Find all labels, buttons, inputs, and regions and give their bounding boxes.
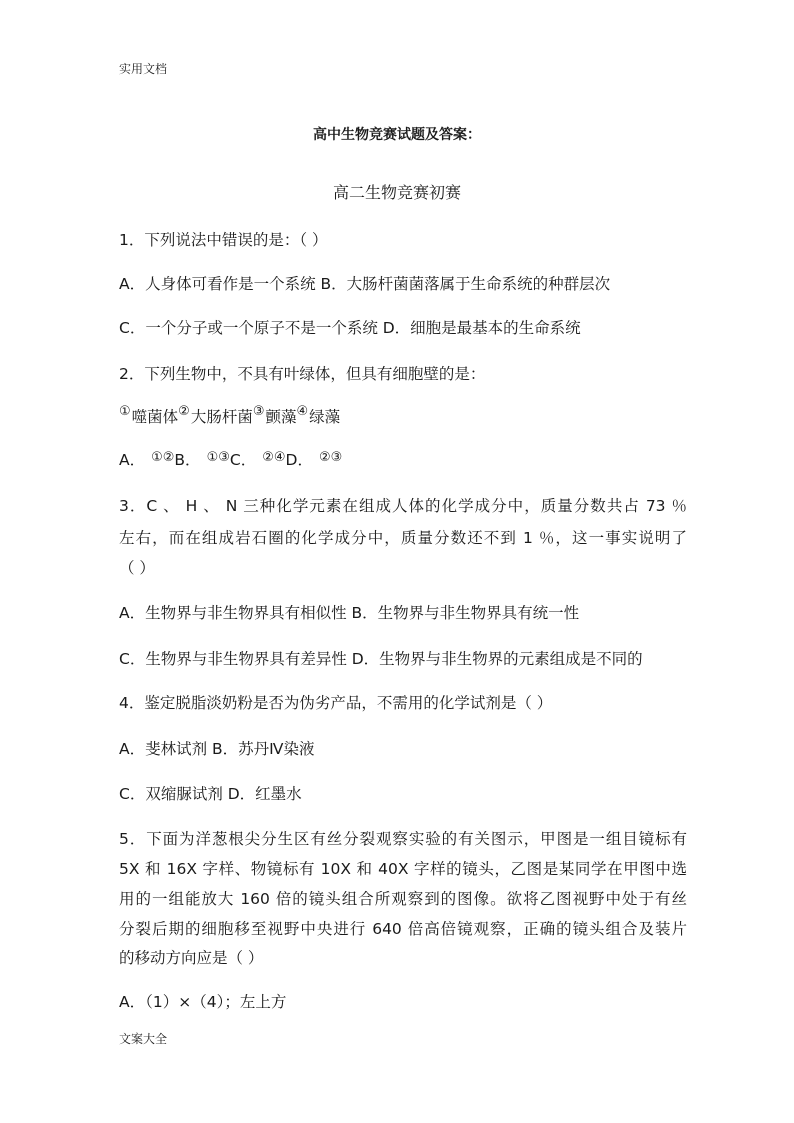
q2-option: B． ①③ [174,450,230,469]
document-subtitle: 高二生物竞赛初赛 [332,183,461,202]
q2-option: C． ②④ [229,450,286,469]
q2-item: ③颤藻 [252,404,297,426]
q3-options-ab: A．生物界与非生物界具有相似性 B．生物界与非生物界具有统一性 [119,604,580,622]
page-footer: 文案大全 [119,1032,168,1046]
q2-item: ②大肠杆菌 [178,404,253,426]
q2-item: ①噬菌体 [119,404,179,426]
q5-line-4: 分裂后期的细胞移至视野中央进行 640 倍高倍镜观察，正确的镜头组合及装片 [119,920,687,938]
q5-line-5: 的移动方向应是（ ） [119,949,264,967]
q4-options-cd: C．双缩脲试剂 D．红墨水 [119,785,302,803]
page-header: 实用文档 [119,62,168,76]
q5-option-a: A．（1）×（4）；左上方 [119,993,287,1011]
q5-line-3: 用的一组能放大 160 倍的镜头组合所观察到的图像。欲将乙图视野中处于有丝 [119,890,687,908]
q1-options-ab: A．人身体可看作是一个系统 B．大肠杆菌菌落属于生命系统的种群层次 [119,275,611,293]
q2-stem: 2．下列生物中，不具有叶绿体，但具有细胞壁的是： [119,365,486,383]
q4-stem: 4．鉴定脱脂淡奶粉是否为伪劣产品，不需用的化学试剂是（ ） [119,694,553,712]
q2-option: A． ①② [119,450,175,469]
q5-line-2: 5X 和 16X 字样、物镜标有 10X 和 40X 字样的镜头，乙图是某同学在甲图中选 [119,860,687,878]
q4-options-ab: A．斐林试剂 B．苏丹Ⅳ染液 [119,740,315,758]
q3-line-2: 左右，而在组成岩石圈的化学成分中，质量分数还不到 1 ％，这一事实说明了 [119,529,687,547]
q2-item: ④绿藻 [296,404,341,426]
q2-items [119,404,340,427]
q3-line-3: （ ） [119,559,155,577]
q2-option: D． ②③ [285,450,343,469]
q2-options [119,448,342,470]
q3-options-cd: C．生物界与非生物界具有差异性 D．生物界与非生物界的元素组成是不同的 [119,650,643,668]
document-title: 高中生物竞赛试题及答案： [313,127,481,143]
q5-line-1: 5．下面为洋葱根尖分生区有丝分裂观察实验的有关图示，甲图是一组目镜标有 [119,830,687,848]
q1-options-cd: C．一个分子或一个原子不是一个系统 D．细胞是最基本的生命系统 [119,319,581,337]
q3-line-1: 3．C 、 H 、 N 三种化学元素在组成人体的化学成分中，质量分数共占 73 ％ [119,497,687,515]
q1-stem: 1．下列说法中错误的是：（ ） [119,231,328,249]
